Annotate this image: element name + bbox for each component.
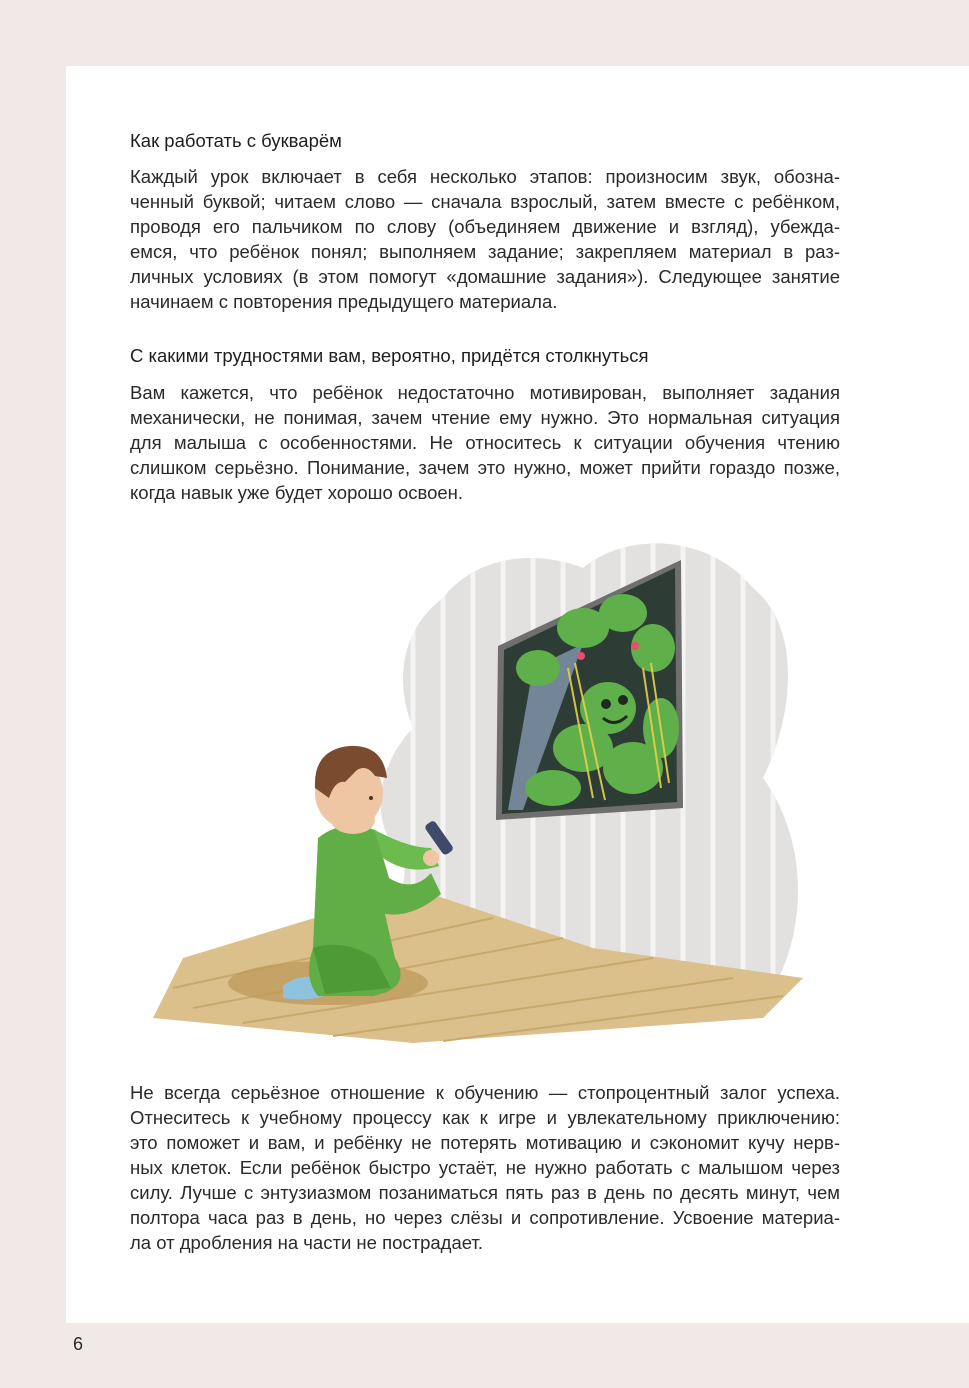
text-line: для малыша с особенностями. Не относитесь к ситуации обучения чтению — [130, 432, 840, 453]
text-line: ченный буквой; читаем слово — сначала взрослый, затем вместе с ребёнком, — [130, 191, 840, 212]
heading-difficulties: С какими трудностями вам, вероятно, придётся столкнуться — [130, 345, 649, 366]
text-line: ных клеток. Если ребёнок быстро устаёт, не нужно работать с малышом через — [130, 1157, 840, 1178]
text-line: механически, не понимая, зачем чтение ему нужно. Это нормальная ситуация — [130, 407, 840, 428]
text-line: Вам кажется, что ребёнок недостаточно мотивирован, выполняет задания — [130, 382, 840, 403]
text-line: силу. Лучше с энтузиазмом позаниматься пять раз в день по десять минут, чем — [130, 1182, 840, 1203]
text-line: слишком серьёзно. Понимание, зачем это нужно, может прийти гораздо позже, — [130, 457, 840, 478]
section-difficulties — [130, 343, 840, 505]
text-line: Каждый урок включает в себя несколько этапов: произносим звук, обозна- — [130, 166, 840, 187]
text-line: личных условиях (в этом помогут «домашние задания»). Следующее занятие — [130, 266, 840, 287]
text-line: ла от дробления на части не пострадает. — [130, 1232, 483, 1253]
text-line: проводя его пальчиком по слову (объединяем движение и взгляд), убежда- — [130, 216, 840, 237]
paragraph-how-to-use — [130, 164, 840, 314]
text-line: Отнеситесь к учебному процессу как к игре и увлекательному приключению: — [130, 1107, 840, 1128]
text-line: емся, что ребёнок понял; выполняем задание; закрепляем материал в раз- — [130, 241, 840, 262]
text-line: когда навык уже будет хорошо освоен. — [130, 482, 464, 503]
paragraph-motivation — [130, 1080, 840, 1255]
heading-how-to-use: Как работать с букварём — [130, 130, 342, 151]
text-line: это поможет и вам, и ребёнку не потерять мотивацию и сэкономит кучу нерв- — [130, 1132, 840, 1153]
section-motivation — [130, 1080, 840, 1255]
illustration-child-watching-tv — [113, 518, 803, 1043]
text-line: начинаем с повторения предыдущего материала. — [130, 291, 558, 312]
text-line: Не всегда серьёзное отношение к обучению — стопроцентный залог успеха. — [130, 1082, 840, 1103]
page-number: 6 — [73, 1334, 84, 1354]
text-line: полтора часа раз в день, но через слёзы и сопротивление. Усвоение материа- — [130, 1207, 840, 1228]
paragraph-difficulties — [130, 380, 840, 505]
section-how-to-use — [130, 128, 840, 314]
